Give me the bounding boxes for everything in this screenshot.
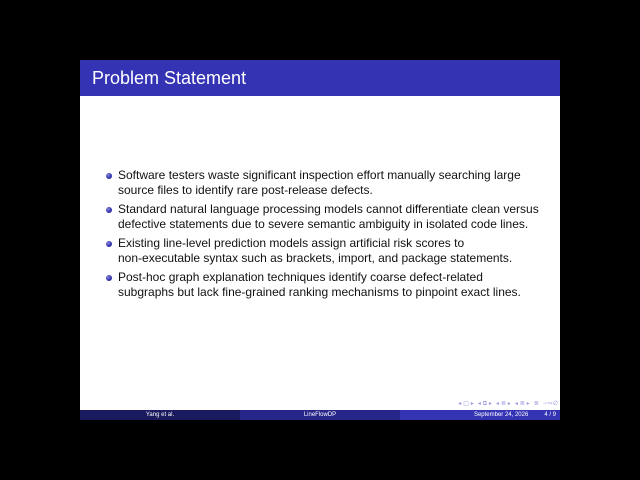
footer-date-segment (400, 410, 560, 420)
bullet-text-line: Software testers waste significant inspection effort manually searching large (118, 168, 521, 182)
bullet-item (106, 202, 544, 232)
bullet-ball-icon (106, 241, 112, 247)
beamer-navigation-bar (392, 399, 558, 409)
bullet-text-line: Post-hoc graph explanation techniques identify coarse defect-related (118, 270, 483, 284)
slide-title-bar (80, 60, 560, 96)
subsection-nav-icon[interactable]: ◂ ⧉ ▸ (477, 400, 492, 407)
bullet-text-line: defective statements due to severe semantic ambiguity in isolated code lines. (118, 217, 529, 231)
presentation-slide (80, 60, 560, 420)
footer-page-number: 4 / 9 (544, 412, 556, 418)
slide-title: Problem Statement (92, 68, 247, 88)
bullet-ball-icon (106, 173, 112, 179)
zoom-search-nav-icon[interactable]: ∽∾∅ (542, 400, 558, 407)
frame-nav-icon[interactable]: ◂ □ ▸ (458, 400, 474, 407)
bullet-text-line: non-executable syntax such as brackets, import, and package statements. (118, 251, 513, 265)
sub-section-nav-icon[interactable]: ◂ ≣ ▸ (514, 400, 530, 407)
bullet-item (106, 236, 544, 266)
bullet-item (106, 168, 544, 198)
bullet-list (106, 168, 544, 304)
bullet-text-line: Standard natural language processing models cannot differentiate clean versus (118, 202, 539, 216)
bullet-text-line: subgraphs but lack fine-grained ranking mechanisms to pinpoint exact lines. (118, 285, 521, 299)
footer-author: Yang et al. (145, 412, 175, 418)
bullet-ball-icon (106, 207, 112, 213)
bullet-ball-icon (106, 275, 112, 281)
bullet-text-line: source files to identify rare post-release defects. (118, 183, 373, 197)
footer-short-title: LineFlowDP (303, 412, 337, 418)
bullet-text-line: Existing line-level prediction models assign artificial risk scores to (118, 236, 465, 250)
bullet-item (106, 270, 544, 300)
footer-date: September 24, 2026 (473, 412, 529, 418)
section-nav-icon[interactable]: ◂ ≣ ▸ (495, 400, 511, 407)
footer-title-segment (240, 410, 400, 420)
align-nav-icon[interactable]: ≣ (533, 400, 539, 407)
slide-footer (80, 410, 560, 420)
footer-author-segment (80, 410, 240, 420)
